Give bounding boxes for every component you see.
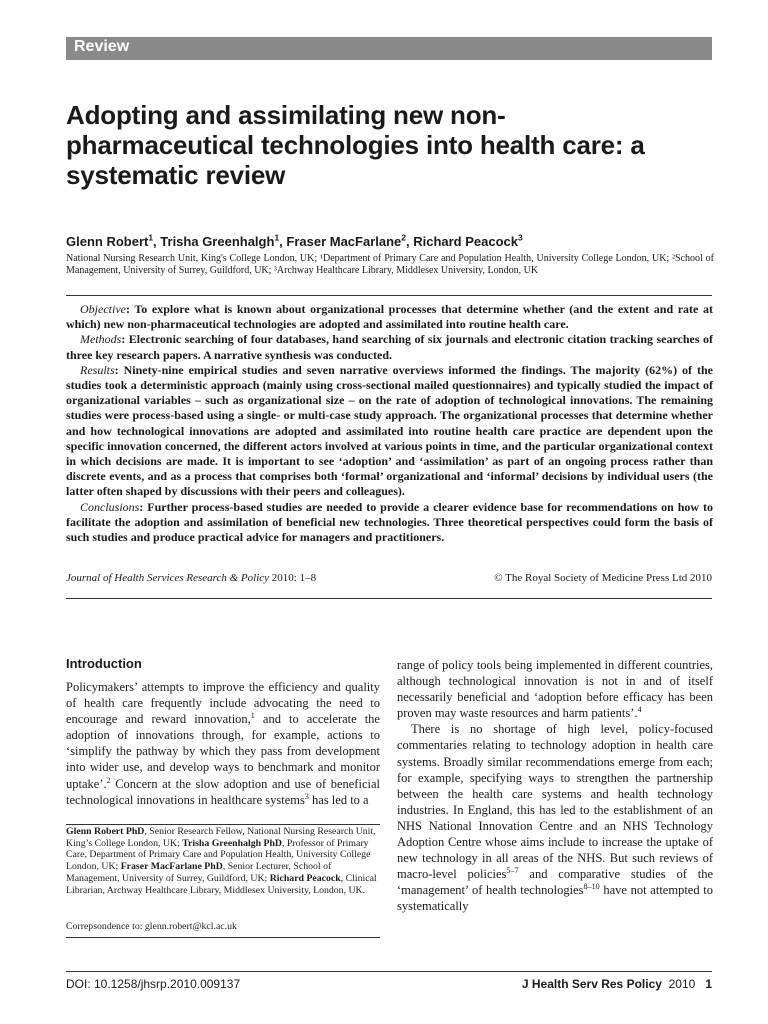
- article-title: Adopting and assimilating new non-pharmaceutical technologies into health care: a systematic review: [66, 100, 645, 190]
- note-author-name: Richard Peacock: [269, 872, 341, 884]
- text-run: range of policy tools being implemented in different countries, although technological innovation is not in and of itself necessarily beneficial and ‘adoption before efficacy has been proven may waste resources and harm patients’.: [397, 658, 713, 721]
- copyright-notice: © The Royal Society of Medicine Press Ltd 2010: [494, 572, 712, 584]
- abstract-top-rule: [66, 295, 712, 296]
- author-name: Trisha Greenhalgh: [160, 234, 275, 249]
- author-list: Glenn Robert$^1$, Trisha Greenhalgh$^1$, Fraser MacFarlane$^2$, Richard Peacock$^3$: [66, 232, 523, 249]
- citation-sup: 8–10: [583, 882, 600, 892]
- abstract-results: Results: Ninety-nine empirical studies and seven narrative overviews informed the findings. The majority (62%) of the studies took a deterministic approach (mainly using cross-sectional mailed questionnaires) and typically studied the impact of organizational variables – such as organizational size – on the rate of adoption of technological innovations. The remaining studies were process-based using a single- or multi-case study approach. The organizational processes that determine whether and how technological innovations are adopted and assimilated into routine health care practice are dependent upon the specific innovation concerned, the different actors involved at various points in time, and the particular organizational context in which decisions are made. It is important to see ‘adoption’ and ‘assimilation’ as part of an ongoing process rather than discrete events, and as a process that comprises both ‘formal’ organizational and ‘informal’ decisions by individual users (the latter often shaped by discussions with their peers and colleagues).: [66, 362, 713, 499]
- doi-link[interactable]: DOI: 10.1258/jhsrp.2010.009137: [66, 977, 241, 991]
- page-number: 1: [705, 977, 712, 991]
- footer-rule: [66, 971, 712, 972]
- footer-journal: [522, 977, 712, 991]
- note-text: , Professor of Primary Care, Department of Primary Care and Population Health, University College London, UK;: [66, 837, 371, 873]
- text-run: There is no shortage of high level, policy-focused commentaries relating to technology adoption in health care systems. Broadly similar recommendations emerge from each; for example, specifying ways to strengthen the partnership between the health care systems and health technology industries. In England, this has led to the establishment of an NHS National Innovation Centre and an NHS Technology Adoption Centre whose aims include to increase the uptake of new technology in all areas of the NHS. But such reviews of macro-level policies: [397, 722, 713, 882]
- note-author-name: Trisha Greenhalgh PhD: [182, 837, 282, 849]
- footer-journal-abbrev: J Health Serv Res Policy: [521, 977, 662, 991]
- author-sup: 1: [274, 232, 280, 243]
- author-name: Fraser MacFarlane: [286, 234, 402, 249]
- note-author-name: Fraser MacFarlane PhD: [120, 861, 223, 873]
- author-name: Richard Peacock: [413, 234, 518, 249]
- note-text: , Senior Research Fellow, National Nursing Research Unit, King’s College London, UK;: [66, 826, 376, 849]
- abstract-objective: Objective: To explore what is known about organizational processes that determine whether (and the extent and rate at which) new non-pharmaceutical technologies are adopted and assimilated into routine health care.: [66, 302, 713, 332]
- text-run: and to accelerate the adoption of innovations through, for example, actions to ‘simplify the pathway by which they pass from development into wider use, and develop ways to benchmark and monitor uptake’.: [66, 712, 380, 791]
- citation-sup: 5–7: [506, 866, 519, 876]
- author-sup: 1: [148, 232, 154, 243]
- footer-year: 2010: [668, 977, 696, 991]
- author-notes-rule: [66, 824, 380, 825]
- citation-sup: 3: [304, 791, 309, 801]
- abstract-bottom-rule: [66, 598, 712, 599]
- journal-name: Journal of Health Services Research & Policy: [66, 572, 270, 584]
- conclusions-label: Conclusions: [80, 499, 140, 514]
- objective-label: Objective: [80, 302, 126, 316]
- body-column-left: [66, 679, 380, 808]
- results-text: Ninety-nine empirical studies and seven narrative overviews informed the findings. The majority (62%) of the studies took a deterministic approach (mainly using cross-sectional mailed questionnaires) and typically studied the impact of organizational variables – such as organizational size – on the rate of adoption of technological innovations. The remaining studies were process-based using a single- or multi-case study approach. The organizational processes that determine whether and how technological innovations are adopted and assimilated into routine health care practice are dependent upon the specific innovation concerned, the different actors involved at various points in time, and the particular organizational context in which decisions are made. It is important to see ‘adoption’ and ‘assimilation’ as part of an ongoing process rather than discrete events, and as a process that comprises both ‘formal’ organizational and ‘informal’ decisions by individual users (the latter often shaped by discussions with their peers and colleagues).: [66, 362, 713, 499]
- note-author-name: Glenn Robert PhD: [66, 826, 145, 837]
- correspondence-rule: [66, 937, 380, 938]
- conclusions-text: Further process-based studies are needed to provide a clearer evidence base for recommendations on how to facilitate the adoption and assimilation of beneficial new technologies. Three theoretical perspectives could form the basis of such studies and produce practical advice for managers and practitioners.: [66, 499, 713, 545]
- paragraph: [397, 657, 713, 721]
- methods-label: Methods: [80, 332, 122, 347]
- abstract: [66, 302, 713, 545]
- text-run: and comparative studies of the ‘management’ of health technologies: [397, 867, 713, 898]
- correspondence-line: Correpsondence to: glenn.robert@kcl.ac.uk: [66, 921, 237, 932]
- citation-sup: 2: [106, 775, 111, 785]
- section-band: [66, 37, 712, 60]
- author-sup: 2: [401, 232, 406, 243]
- citation-sup: 1: [250, 711, 255, 721]
- results-label: Results: [80, 362, 115, 377]
- paragraph: [66, 679, 380, 808]
- note-text: , Clinical Librarian, Archway Healthcare Library, Middlesex University, London, UK.: [66, 872, 377, 896]
- methods-text: Electronic searching of four databases, hand searching of six journals and electronic citation tracking searches of three key research papers. A narrative synthesis was conducted.: [66, 332, 714, 362]
- abstract-conclusions: Conclusions: Further process-based studies are needed to provide a clearer evidence base for recommendations on how to facilitate the adoption and assimilation of beneficial new technologies. Three theoretical perspectives could form the basis of such studies and produce practical advice for managers and practitioners.: [66, 499, 713, 545]
- text-run: Policymakers’ attempts to improve the efficiency and quality of health care frequently include advocating the need to encourage and reward innovation,: [66, 680, 380, 727]
- objective-text: To explore what is known about organizational processes that determine whether (and the extent and rate at which) new non-pharmaceutical technologies are adopted and assimilated into routine health care.: [66, 302, 713, 332]
- abstract-methods: Methods: Electronic searching of four databases, hand searching of six journals and electronic citation tracking searches of three key research papers. A narrative synthesis was conducted.: [66, 332, 714, 362]
- journal-year-pages: 2010: 1–8: [269, 572, 317, 584]
- note-text: , Senior Lecturer, School of Management, University of Surrey, Guildford, UK;: [66, 861, 332, 884]
- text-run: Concern at the slow adoption and use of beneficial technological innovations in healthcare systems: [66, 776, 380, 807]
- author-notes: [66, 826, 380, 896]
- introduction-heading: Introduction: [66, 656, 142, 671]
- affiliations: National Nursing Research Unit, King's College London, UK; ¹Department of Primary Care and Population Health, University College London, UK; ²School of Management, University of Surrey, Guildford, UK; ³Archway Healthcare Library, Middlesex University, London, UK: [66, 253, 714, 276]
- text-run: have not attempted to systematically: [397, 883, 713, 914]
- body-column-right: [397, 657, 713, 915]
- section-label: Review: [74, 38, 130, 55]
- author-sup: 3: [518, 232, 523, 243]
- author-name: Glenn Robert: [66, 234, 149, 249]
- paragraph: [397, 721, 713, 914]
- journal-citation: [66, 572, 316, 584]
- text-run: has led to a: [308, 792, 369, 807]
- citation-sup: 4: [637, 705, 642, 715]
